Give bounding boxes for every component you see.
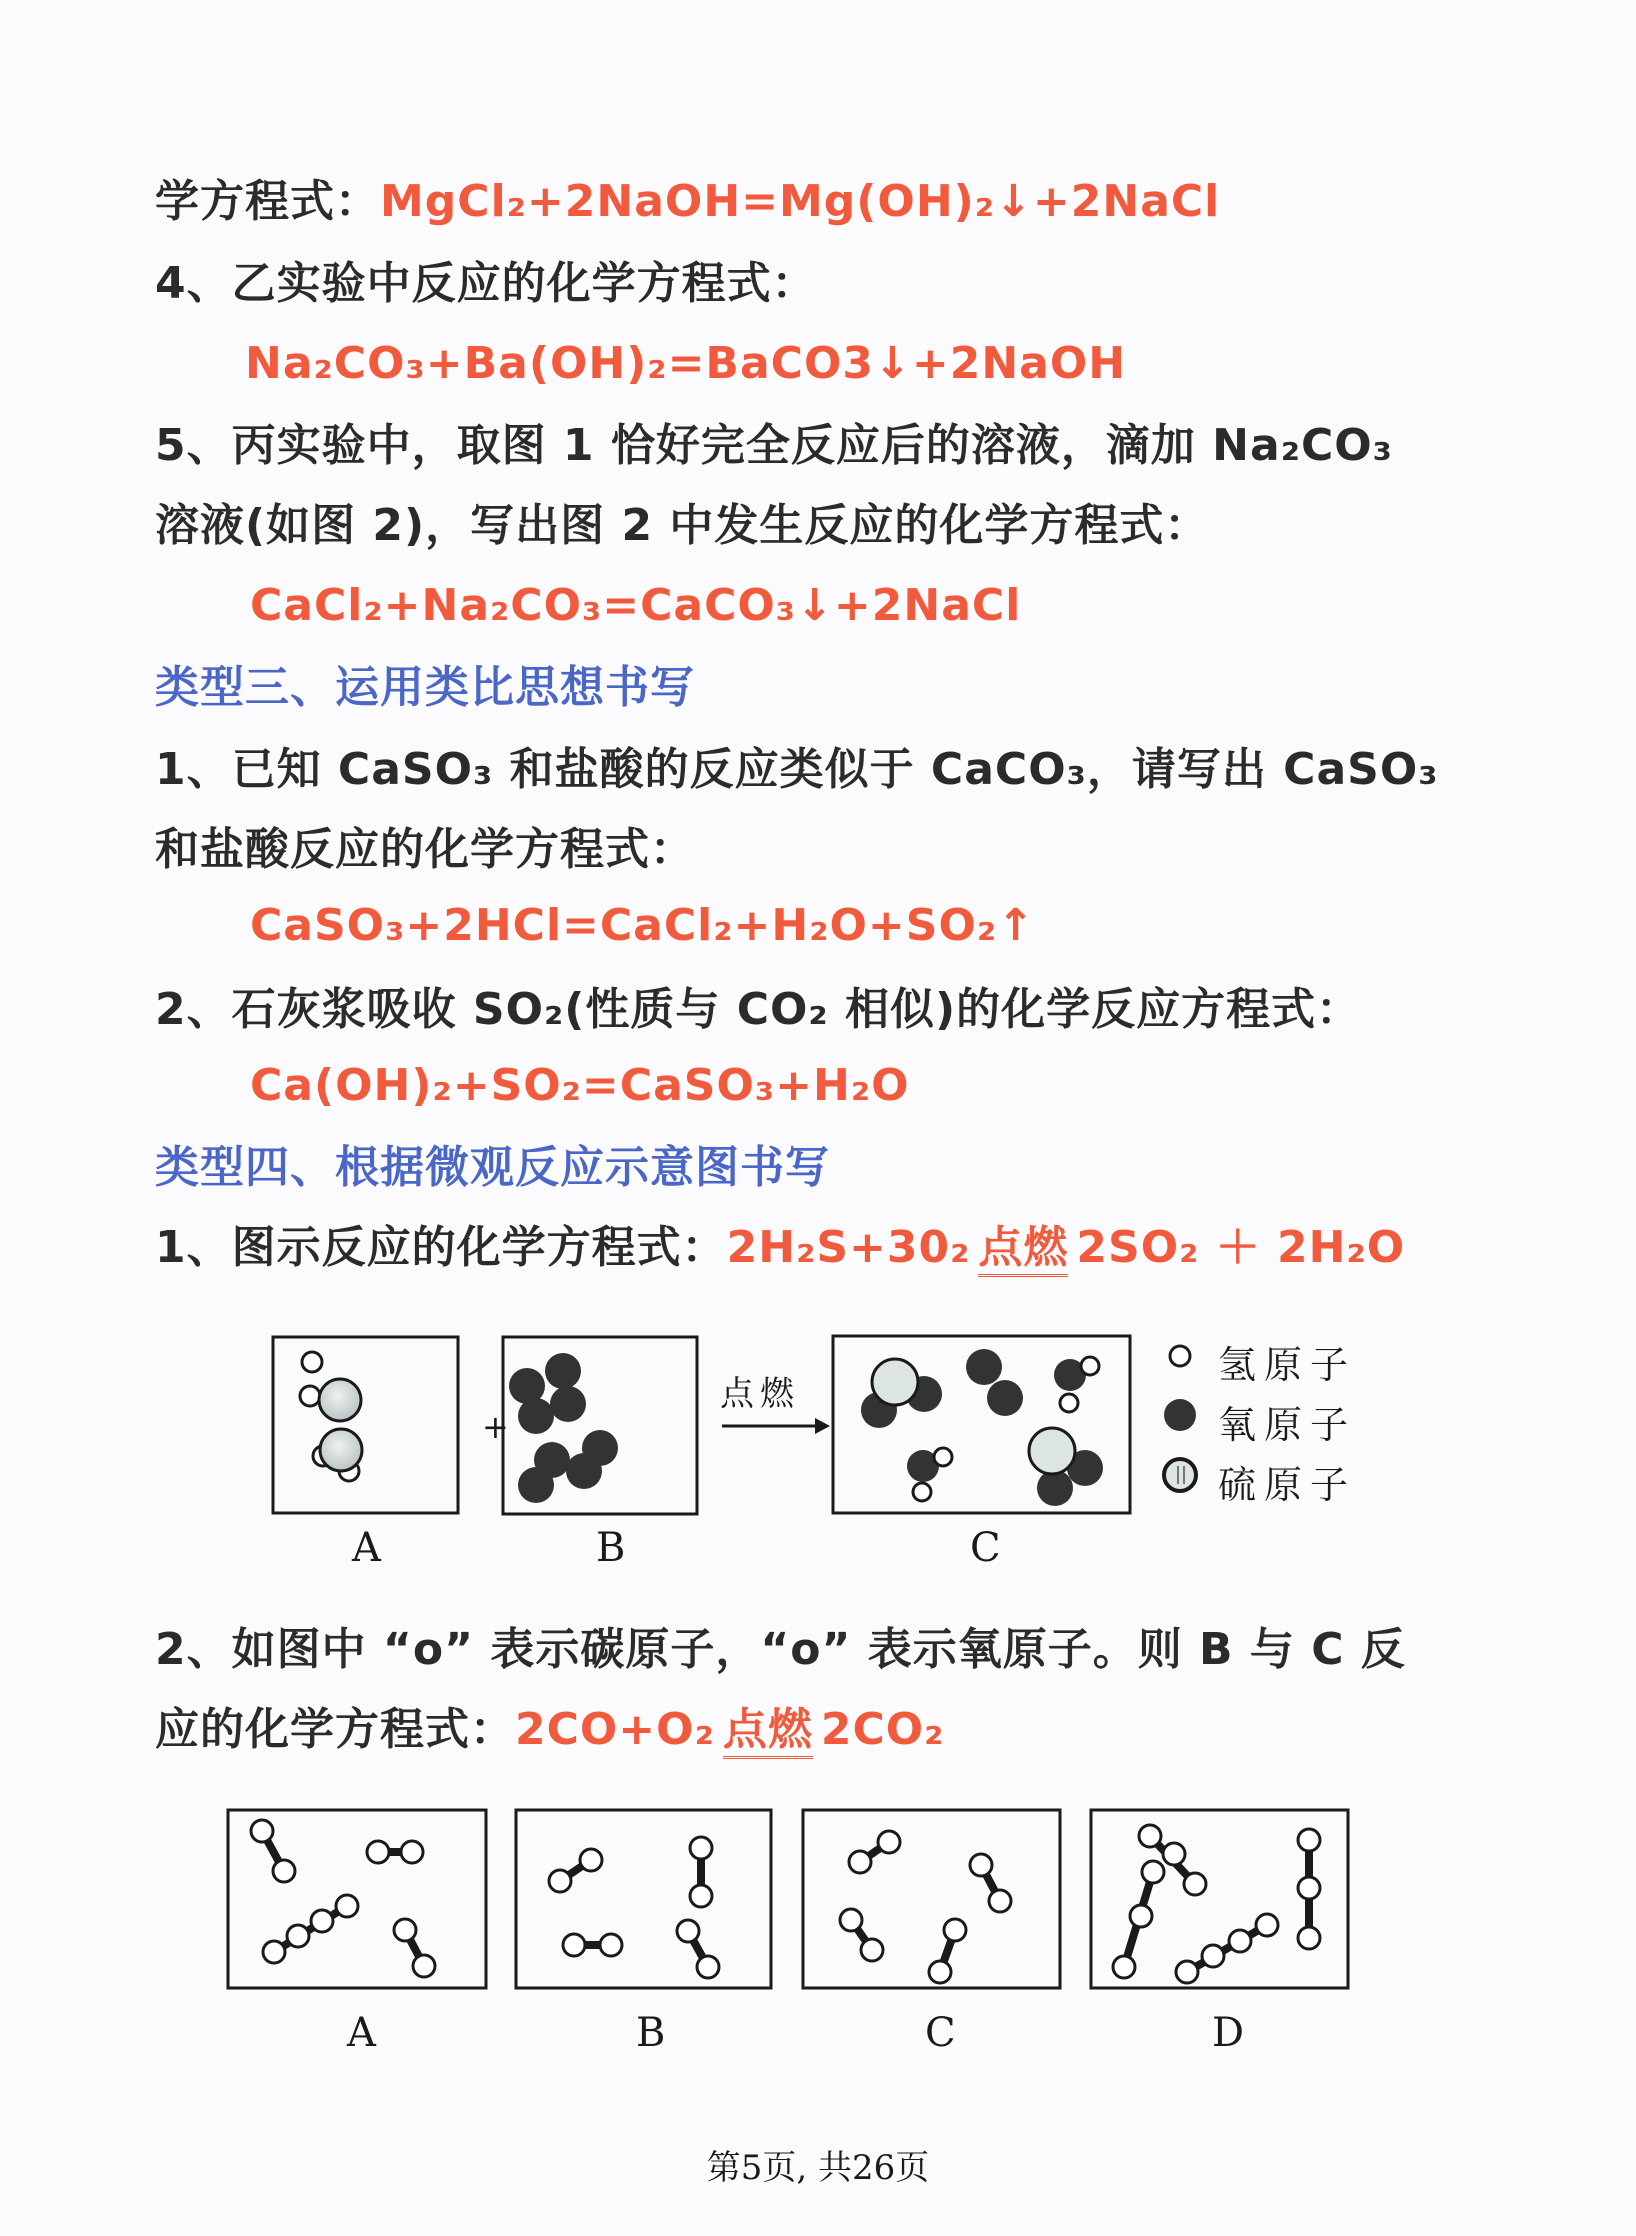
oxygen-atom-icon — [1164, 1399, 1196, 1431]
answer-equation: CaCl₂+Na₂CO₃=CaCO₃↓+2NaCl — [250, 580, 1022, 631]
molecule-options-diagram — [0, 1800, 1636, 2080]
page-number-footer: 第5页, 共26页 — [706, 2148, 930, 2188]
answer-equation: Ca(OH)₂+SO₂=CaSO₃+H₂O — [250, 1060, 910, 1111]
type3-question-2-text: 2、石灰浆吸收 SO₂(性质与 CO₂ 相似)的化学反应方程式： — [155, 984, 1362, 1035]
answer-equation: CaSO₃+2HCl=CaCl₂+H₂O+SO₂↑ — [250, 900, 1035, 951]
hydrogen-atom-icon — [1170, 1346, 1190, 1366]
section-heading-type-3: 类型三、运用类比思想书写 — [155, 662, 695, 713]
equation-reactants: 2CO+O₂ — [515, 1704, 715, 1755]
type4-question-2-text: 2、如图中 “o” 表示碳原子，“o” 表示氧原子。则 B 与 C 反 — [155, 1624, 1406, 1675]
legend-oxygen: 氧原子 — [1218, 1403, 1357, 1447]
equation-prefix: 学方程式： — [155, 176, 380, 227]
equation-reactants: 2H₂S+30₂ — [726, 1222, 971, 1273]
figure-h2s-combustion — [0, 1320, 1636, 1580]
answer-equation: Na₂CO₃+Ba(OH)₂=BaCO3↓+2NaOH — [245, 338, 1127, 389]
question-5-text: 5、丙实验中，取图 1 恰好完全反应后的溶液，滴加 Na₂CO₃ — [155, 420, 1393, 471]
legend-hydrogen: 氢原子 — [1218, 1343, 1357, 1387]
legend-sulfur: 硫原子 — [1218, 1463, 1357, 1507]
question-3-equation-line — [155, 176, 1221, 227]
figure2-label-c: C — [925, 2010, 956, 2056]
section-heading-type-4: 类型四、根据微观反应示意图书写 — [155, 1142, 830, 1193]
equation-products: 2SO₂ ＋ 2H₂O — [1076, 1222, 1406, 1273]
figure-co-oxygen-options — [0, 1800, 1636, 2080]
figure2-label-a: A — [347, 2010, 376, 2056]
figure1-label-c: C — [970, 1525, 1001, 1571]
arrow-condition-label: 点燃 — [720, 1374, 800, 1414]
figure1-label-a: A — [352, 1525, 381, 1571]
reaction-diagram — [0, 1320, 1636, 1580]
figure2-label-b: B — [636, 2010, 666, 2056]
sulfur-atom-icon — [1164, 1459, 1196, 1491]
question-5-text-cont: 溶液(如图 2)，写出图 2 中发生反应的化学方程式： — [155, 500, 1210, 551]
figure1-label-b: B — [596, 1525, 626, 1571]
equation-prefix: 应的化学方程式： — [155, 1704, 515, 1755]
question-4-text: 4、乙实验中反应的化学方程式： — [155, 258, 817, 309]
type4-question-2-line — [155, 1704, 945, 1759]
figure2-label-d: D — [1212, 2010, 1245, 2056]
answer-equation: MgCl₂+2NaOH=Mg(OH)₂↓+2NaCl — [380, 176, 1221, 227]
equation-products: 2CO₂ — [820, 1704, 945, 1755]
type4-question-1-line — [155, 1222, 1406, 1277]
type3-question-1-text: 1、已知 CaSO₃ 和盐酸的反应类似于 CaCO₃，请写出 CaSO₃ — [155, 744, 1439, 795]
reaction-condition: 点燃 — [978, 1226, 1068, 1277]
type3-question-1-text-cont: 和盐酸反应的化学方程式： — [155, 824, 695, 875]
plus-sign: + — [482, 1408, 509, 1446]
reaction-condition: 点燃 — [723, 1708, 813, 1759]
equation-prefix: 1、图示反应的化学方程式： — [155, 1222, 727, 1273]
